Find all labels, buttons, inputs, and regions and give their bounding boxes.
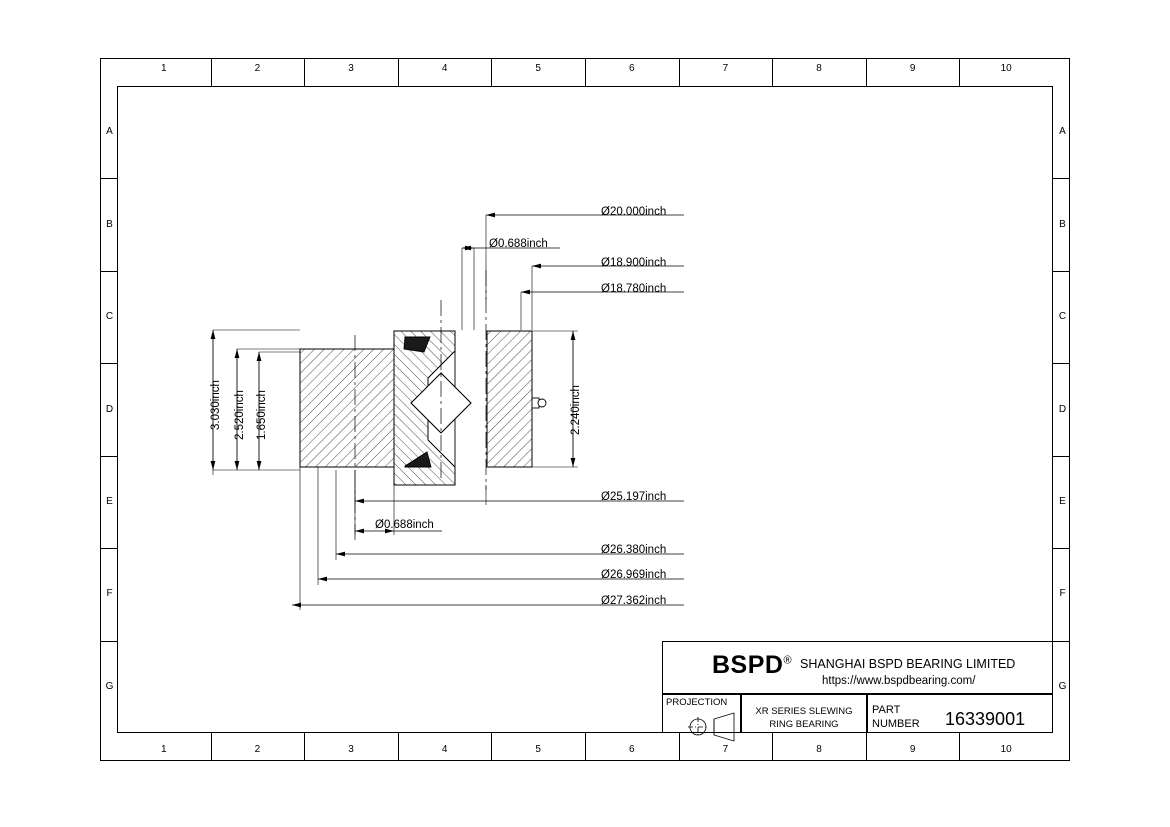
dimension-label-d-18-900: Ø18.900inch [601,257,667,269]
projection-label: PROJECTION [666,697,728,708]
zone-column-1-bottom: 1 [161,744,167,755]
zone-column-1-top: 1 [161,63,167,74]
zone-row-D-right: D [1058,403,1067,415]
brand-logo [712,651,792,680]
part-number-label-line-2: NUMBER [872,718,920,730]
zone-row-G-left: G [105,680,114,692]
dimension-label-d-18-780: Ø18.780inch [601,283,667,295]
company-name: SHANGHAI BSPD BEARING LIMITED [800,657,1016,671]
zone-column-4-top: 4 [441,63,448,74]
zone-column-2-bottom: 2 [254,744,261,755]
zone-row-B-left: B [106,218,113,230]
zone-row-A-right: A [1059,126,1066,138]
zone-column-10-bottom: 10 [1000,744,1012,755]
zone-column-5-top: 5 [535,63,541,74]
description-line-1: XR SERIES SLEWING [755,706,853,717]
dimension-label-h-1-650: 1.650inch [256,390,268,440]
dimension-label-h-2-240: 2.240inch [570,385,582,435]
dimension-label-d-27-362: Ø27.362inch [601,595,667,607]
zone-column-9-bottom: 9 [909,744,916,755]
dimension-label-d-25-197: Ø25.197inch [601,491,667,503]
company-website: https://www.bspdbearing.com/ [822,675,976,687]
zone-row-A-left: A [106,126,113,138]
part-number-label-line-1: PART [872,704,901,716]
zone-row-B-right: B [1059,218,1066,230]
dimension-label-d-26-969: Ø26.969inch [601,569,667,581]
dimension-label-h-3-030: 3.030inch [210,380,222,430]
zone-column-7-bottom: 7 [722,744,729,755]
zone-column-5-bottom: 5 [535,744,541,755]
brand-text: BSPD [712,651,784,679]
zone-row-F-left: F [106,588,113,600]
dimension-label-d-26-380: Ø26.380inch [601,544,667,556]
zone-row-E-right: E [1059,495,1066,507]
dimension-label-d-0-688-bottom: Ø0.688inch [375,519,434,531]
zone-column-7-top: 7 [722,63,729,74]
zone-row-C-right: C [1058,311,1067,323]
zone-column-2-top: 2 [254,63,261,74]
zone-row-E-left: E [106,495,113,507]
dimension-label-d-0-688-top: Ø0.688inch [489,238,548,250]
zone-column-9-top: 9 [909,63,916,74]
zone-column-6-top: 6 [629,63,635,74]
description-line-2: RING BEARING [769,719,839,730]
registered-mark: ® [783,654,793,667]
zone-column-6-bottom: 6 [629,744,635,755]
zone-column-8-bottom: 8 [816,744,822,755]
zone-row-C-left: C [105,311,114,323]
part-number-value: 16339001 [945,709,1026,729]
dimension-label-h-2-520: 2.520inch [234,390,246,440]
zone-row-D-left: D [105,403,114,415]
zone-column-3-top: 3 [348,63,354,74]
zone-row-G-right: G [1058,680,1067,692]
zone-column-4-bottom: 4 [441,744,448,755]
zone-row-F-right: F [1059,588,1066,600]
zone-column-8-top: 8 [816,63,822,74]
zone-column-3-bottom: 3 [348,744,354,755]
dimension-label-d-20-000: Ø20.000inch [601,206,667,218]
zone-column-10-top: 10 [1000,63,1012,74]
